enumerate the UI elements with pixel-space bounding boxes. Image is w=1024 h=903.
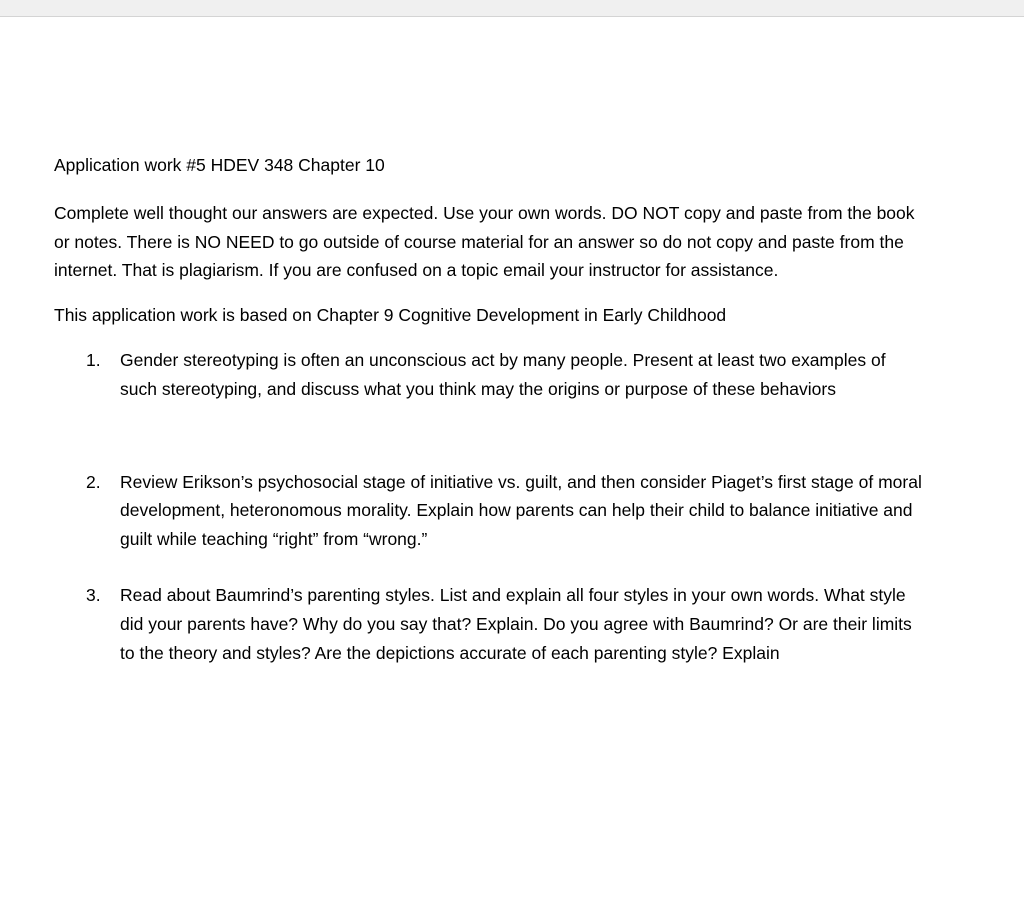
document-title: Application work #5 HDEV 348 Chapter 10 <box>54 155 385 175</box>
instructions-paragraph: Complete well thought our answers are expected. Use your own words. DO NOT copy and paste from the book or notes. There is NO NEED to go outside of course material for an answer so do not copy and paste from the internet. That is plagiarism. If you are confused on a topic email your instructor for assistance. <box>54 202 915 281</box>
question-item <box>54 581 924 667</box>
question-item <box>54 468 924 554</box>
question-text: Read about Baumrind’s parenting styles. List and explain all four styles in your own words. What style did your parents have? Why do you say that? Explain. Do you agree with Baumrind? Or are their limits to the theory and styles? Are the depictions accurate of each parenting style? Explain <box>120 584 912 663</box>
window-top-bar <box>0 0 1024 17</box>
document-body <box>54 151 924 667</box>
question-list <box>54 346 924 667</box>
question-item <box>54 346 924 404</box>
question-number: 3. <box>86 584 101 605</box>
question-text: Review Erikson’s psychosocial stage of initiative vs. guilt, and then consider Piaget’s first stage of moral development, heteronomous morality. Explain how parents can help their child to balance initiative and guilt while teaching “right” from “wrong.” <box>120 471 922 550</box>
question-number: 2. <box>86 471 101 492</box>
chapter-reference: This application work is based on Chapter 9 Cognitive Development in Early Childhood <box>54 305 727 326</box>
question-number: 1. <box>86 349 101 370</box>
question-text: Gender stereotyping is often an unconscious act by many people. Present at least two examples of such stereotyping, and discuss what you think may the origins or purpose of these behaviors <box>120 349 886 399</box>
document-page <box>0 17 1024 903</box>
